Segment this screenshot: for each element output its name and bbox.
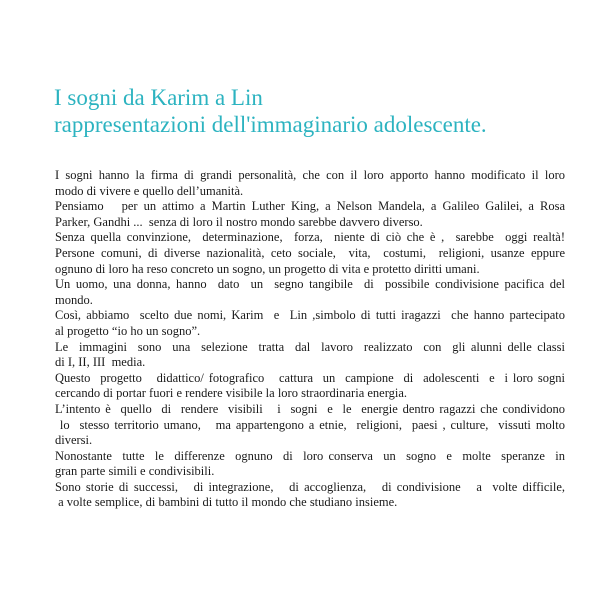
text-line: diversi. (55, 433, 93, 448)
title-line-1: I sogni da Karim a Lin (54, 85, 263, 110)
text-line: modo di vivere e quello dell’umanità. (55, 183, 244, 198)
text-line: Nonostante tutte le differenze ognuno di loro conserva un sogno e molte speranze in (55, 448, 565, 463)
page-title (54, 84, 487, 138)
text-line: a volte semplice, di bambini di tutto il mondo che studiano insieme. (55, 495, 398, 510)
text-line: mondo. (55, 292, 93, 307)
text-line: di I, II, III media. (55, 355, 146, 370)
text-line: Sono storie di successi, di integrazione, di accoglienza, di condivisione a volte difficile, (55, 479, 565, 494)
body-paragraphs (55, 168, 565, 511)
text-line: Persone comuni, di diverse nazionalità, ceto sociale, vita, costumi, religioni, usanze eppure (55, 245, 565, 260)
title-line-2: rappresentazioni dell'immaginario adolescente. (54, 112, 487, 137)
text-line: I sogni hanno la firma di grandi personalità, che con il loro apporto hanno modificato il loro (55, 168, 565, 182)
text-line: gran parte simili e condivisibili. (55, 464, 215, 479)
text-line: Senza quella convinzione, determinazione, forza, niente di ciò che è , sarebbe oggi realtà! (55, 230, 565, 245)
text-line: Pensiamo per un attimo a Martin Luther King, a Nelson Mandela, a Galileo Galilei, a Rosa (55, 199, 565, 214)
text-line: Così, abbiamo scelto due nomi, Karim e Lin ,simbolo di tutti iragazzi che hanno partecipato (55, 308, 565, 323)
text-line: Un uomo, una donna, hanno dato un segno tangibile di possibile condivisione pacifica del (55, 277, 565, 292)
text-line: ognuno di loro ha reso concreto un sogno, un progetto di vita e protetto diritti umani. (55, 261, 480, 276)
text-line: Questo progetto didattico/ fotografico cattura un campione di adolescenti e i loro sogni (55, 370, 565, 385)
text-line: al progetto “io ho un sogno”. (55, 323, 201, 338)
text-line: cercando di portar fuori e rendere visibile la loro straordinaria energia. (55, 386, 408, 401)
text-line: L’intento è quello di rendere visibili i sogni e le energie dentro ragazzi che condividono (55, 401, 565, 416)
text-line: Parker, Gandhi ... senza di loro il nostro mondo sarebbe davvero diverso. (55, 214, 423, 229)
text-line: Le immagini sono una selezione tratta dal lavoro realizzato con gli alunni delle classi (55, 339, 565, 354)
text-line: lo stesso territorio umano, ma appartengono a etnie, religioni, paesi , culture, vissuti molto (55, 417, 565, 432)
